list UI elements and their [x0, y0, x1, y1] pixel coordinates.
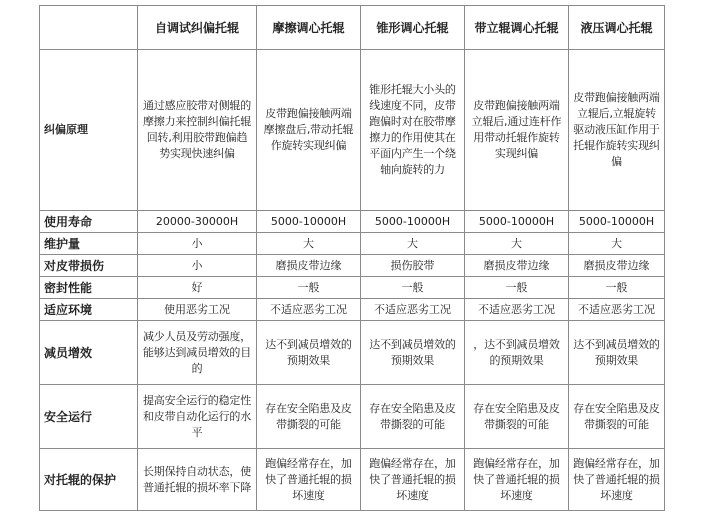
- table-cell: 好: [138, 277, 257, 299]
- table-row: [40, 449, 665, 511]
- table-cell: 20000-30000H: [138, 211, 257, 233]
- table-cell: 跑偏经常存在，加快了普通托辊的损坏速度: [569, 449, 665, 511]
- table-cell: 皮带跑偏接触两端摩擦盘后,带动托辊作旋转实现纠偏: [257, 50, 361, 211]
- table-row: [40, 50, 665, 211]
- table-cell: 跑偏经常存在，加快了普通托辊的损坏速度: [465, 449, 569, 511]
- table-cell: 损伤胶带: [361, 255, 465, 277]
- table-cell: ，达不到减员增效的预期效果: [465, 321, 569, 385]
- table-row: [40, 385, 665, 449]
- row-label: 纠偏原理: [40, 50, 138, 211]
- table-cell: 磨损皮带边缘: [465, 255, 569, 277]
- row-label: 适应环境: [40, 299, 138, 321]
- table-cell: 皮带跑偏接触两端立辊后,通过连杆作用带动托辊作旋转实现纠偏: [465, 50, 569, 211]
- row-label: 安全运行: [40, 385, 138, 449]
- table-cell: 减少人员及劳动强度，能够达到减员增效的目的: [138, 321, 257, 385]
- table-cell: 一般: [257, 277, 361, 299]
- table-cell: 一般: [465, 277, 569, 299]
- table-cell: 一般: [569, 277, 665, 299]
- table-cell: 达不到减员增效的预期效果: [569, 321, 665, 385]
- table-cell: 不适应恶劣工况: [569, 299, 665, 321]
- table-cell: 达不到减员增效的预期效果: [257, 321, 361, 385]
- table-cell: 提高安全运行的稳定性和皮带自动化运行的水平: [138, 385, 257, 449]
- table-cell: 一般: [361, 277, 465, 299]
- table-cell: 存在安全陷患及皮带撕裂的可能: [465, 385, 569, 449]
- header-tapered: 锥形调心托辊: [361, 6, 465, 50]
- table-row: [40, 255, 665, 277]
- table-cell: 跑偏经常存在，加快了普通托辊的损坏速度: [361, 449, 465, 511]
- table-cell: 大: [465, 233, 569, 255]
- table-cell: 存在安全陷患及皮带撕裂的可能: [361, 385, 465, 449]
- table-cell: 磨损皮带边缘: [257, 255, 361, 277]
- table-cell: 跑偏经常存在，加快了普通托辊的损坏速度: [257, 449, 361, 511]
- row-label: 密封性能: [40, 277, 138, 299]
- table-cell: 不适应恶劣工况: [257, 299, 361, 321]
- header-row: [40, 6, 665, 50]
- table-cell: 5000-10000H: [257, 211, 361, 233]
- table-cell: 5000-10000H: [361, 211, 465, 233]
- table-row: [40, 211, 665, 233]
- table-cell: 不适应恶劣工况: [361, 299, 465, 321]
- table-cell: 存在安全陷患及皮带撕裂的可能: [569, 385, 665, 449]
- table-cell: 大: [257, 233, 361, 255]
- row-label: 对皮带损伤: [40, 255, 138, 277]
- row-label: 减员增效: [40, 321, 138, 385]
- table-cell: 5000-10000H: [569, 211, 665, 233]
- row-label: 对托辊的保护: [40, 449, 138, 511]
- table-cell: 长期保持自动状态，使普通托辊的损坏率下降: [138, 449, 257, 511]
- corner-cell: [40, 6, 138, 50]
- table-cell: 大: [569, 233, 665, 255]
- table-cell: 大: [361, 233, 465, 255]
- header-self-adjusting: 自调试纠偏托辊: [138, 6, 257, 50]
- table-cell: 5000-10000H: [465, 211, 569, 233]
- table-cell: 皮带跑偏接触两端立辊后,立辊旋转驱动液压缸作用于托辊作旋转实现纠偏: [569, 50, 665, 211]
- table-cell: 达不到减员增效的预期效果: [361, 321, 465, 385]
- table-cell: 小: [138, 255, 257, 277]
- table-row: [40, 233, 665, 255]
- table-cell: 锥形托辊大小头的线速度不同，皮带跑偏时对在胶带摩擦力的作用使其在平面内产生一个绕轴向旋转的力: [361, 50, 465, 211]
- table-row: [40, 321, 665, 385]
- header-hydraulic: 液压调心托辊: [569, 6, 665, 50]
- table-cell: 使用恶劣工况: [138, 299, 257, 321]
- header-friction: 摩擦调心托辊: [257, 6, 361, 50]
- row-label: 使用寿命: [40, 211, 138, 233]
- table-row: [40, 277, 665, 299]
- table-cell: 存在安全陷患及皮带撕裂的可能: [257, 385, 361, 449]
- table-cell: 磨损皮带边缘: [569, 255, 665, 277]
- header-vertical-roller: 带立辊调心托辊: [465, 6, 569, 50]
- table-cell: 不适应恶劣工况: [465, 299, 569, 321]
- comparison-table: [39, 5, 665, 511]
- row-label: 维护量: [40, 233, 138, 255]
- table-row: [40, 299, 665, 321]
- table-cell: 小: [138, 233, 257, 255]
- table-cell: 通过感应胶带对侧辊的摩擦力来控制纠偏托辊回转,利用胶带跑偏趋势实现快速纠偏: [138, 50, 257, 211]
